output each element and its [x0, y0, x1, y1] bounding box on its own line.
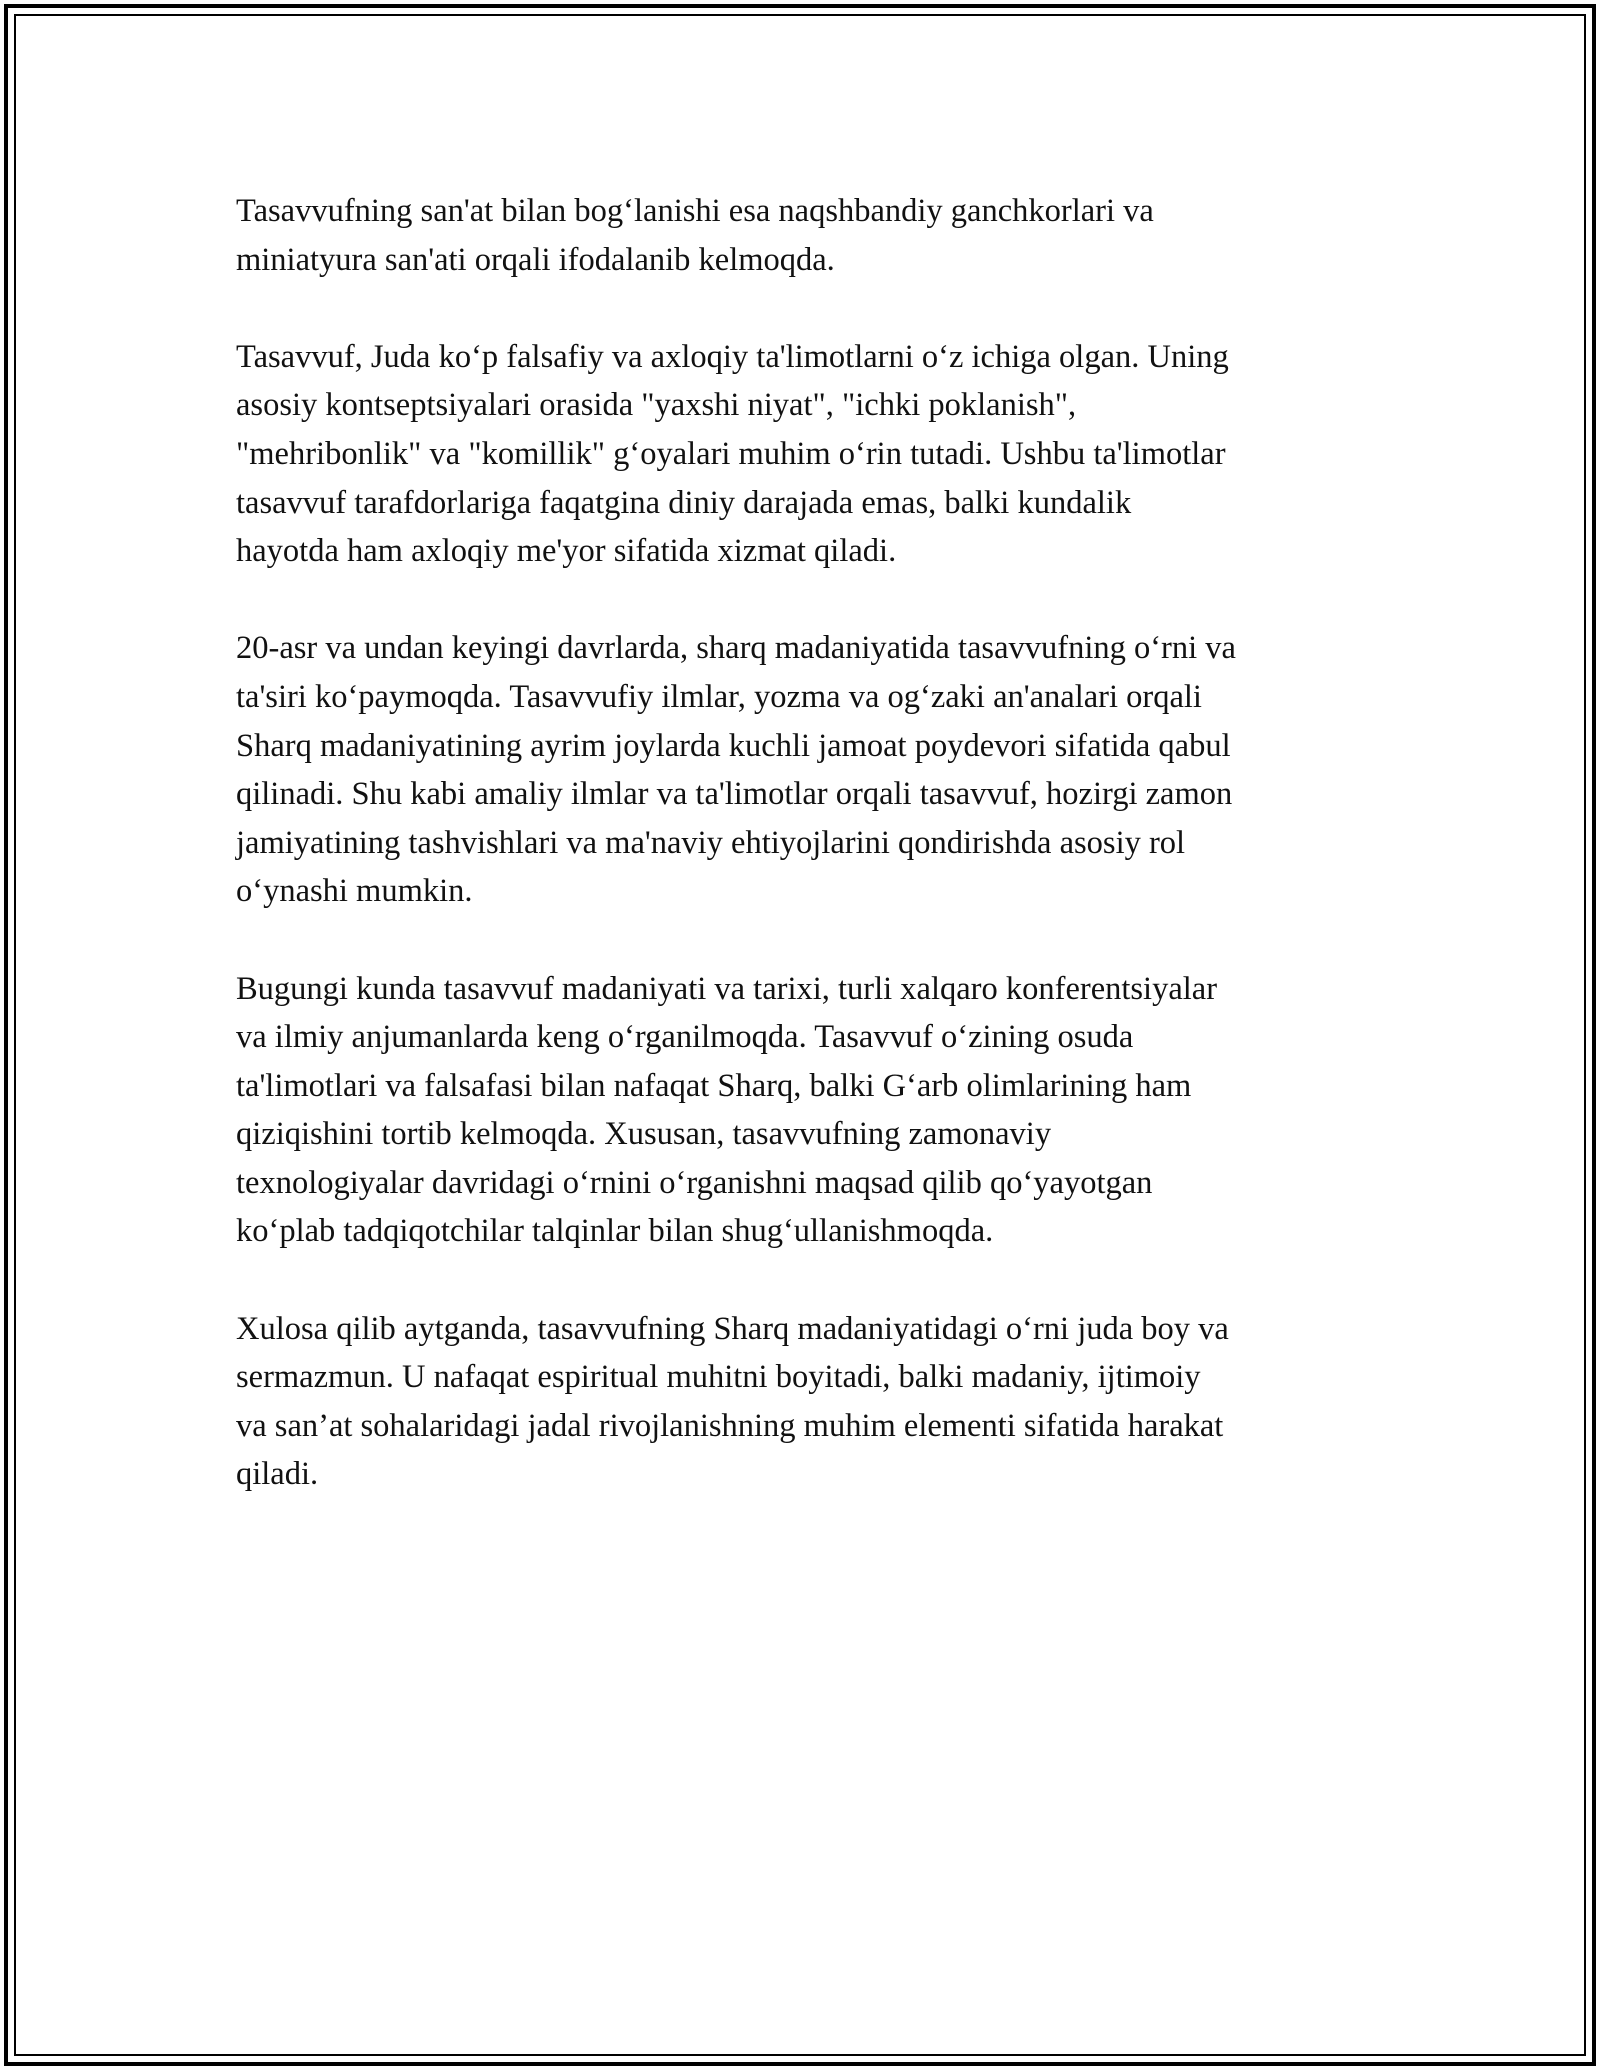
paragraph-art [236, 187, 1386, 284]
paragraph-today [236, 965, 1386, 1257]
text-line: jamiyatining tashvishlari va ma'naviy ehtiyojlarini qondirishda asosiy rol [236, 824, 1186, 861]
text-line: hayotda ham axloqiy me'yor sifatida xizmat qiladi. [236, 533, 897, 570]
text-line: ta'limotlari va falsafasi bilan nafaqat Sharq, balki G‘arb olimlarining ham [236, 1067, 1192, 1104]
text-line: Sharq madaniyatining ayrim joylarda kuchli jamoat poydevori sifatida qabul [236, 727, 1231, 764]
text-line: Xulosa qilib aytganda, tasavvufning Sharq madaniyatidagi o‘rni juda boy va [236, 1310, 1229, 1347]
paragraph-teachings [236, 333, 1386, 576]
text-line: "mehribonlik" va "komillik" g‘oyalari muhim o‘rin tutadi. Ushbu ta'limotlar [236, 435, 1226, 472]
text-line: texnologiyalar davridagi o‘rnini o‘rganishni maqsad qilib qo‘yayotgan [236, 1164, 1153, 1201]
text-line: sermazmun. U nafaqat espiritual muhitni boyitadi, balki madaniy, ijtimoiy [236, 1359, 1201, 1396]
text-line: ko‘plab tadqiqotchilar talqinlar bilan shug‘ullanishmoqda. [236, 1213, 994, 1250]
text-line: miniatyura san'ati orqali ifodalanib kelmoqda. [236, 241, 835, 278]
text-line: qiladi. [236, 1456, 319, 1493]
text-line: Tasavvuf, Juda ko‘p falsafiy va axloqiy ta'limotlarni o‘z ichiga olgan. Uning [236, 338, 1229, 375]
text-line: qiziqishini tortib kelmoqda. Xususan, tasavvufning zamonaviy [236, 1116, 1052, 1153]
text-line: tasavvuf tarafdorlariga faqatgina diniy darajada emas, balki kundalik [236, 484, 1132, 521]
paragraph-20th-century [236, 624, 1386, 916]
text-line: o‘ynashi mumkin. [236, 873, 473, 910]
document-body [236, 187, 1386, 1548]
text-line: va ilmiy anjumanlarda keng o‘rganilmoqda. Tasavvuf o‘zining osuda [236, 1019, 1134, 1056]
text-line: Bugungi kunda tasavvuf madaniyati va tarixi, turli xalqaro konferentsiyalar [236, 970, 1218, 1007]
text-line: 20-asr va undan keyingi davrlarda, sharq madaniyatida tasavvufning o‘rni va [236, 630, 1236, 667]
text-line: asosiy kontseptsiyalari orasida "yaxshi niyat", "ichki poklanish", [236, 387, 1077, 424]
text-line: qilinadi. Shu kabi amaliy ilmlar va ta'limotlar orqali tasavvuf, hozirgi zamon [236, 776, 1233, 813]
paragraph-conclusion [236, 1305, 1386, 1499]
text-line: va san’at sohalaridagi jadal rivojlanishning muhim elementi sifatida harakat [236, 1407, 1224, 1444]
text-line: Tasavvufning san'at bilan bog‘lanishi esa naqshbandiy ganchkorlari va [236, 193, 1154, 229]
text-line: ta'siri ko‘paymoqda. Tasavvufiy ilmlar, yozma va og‘zaki an'analari orqali [236, 678, 1202, 715]
